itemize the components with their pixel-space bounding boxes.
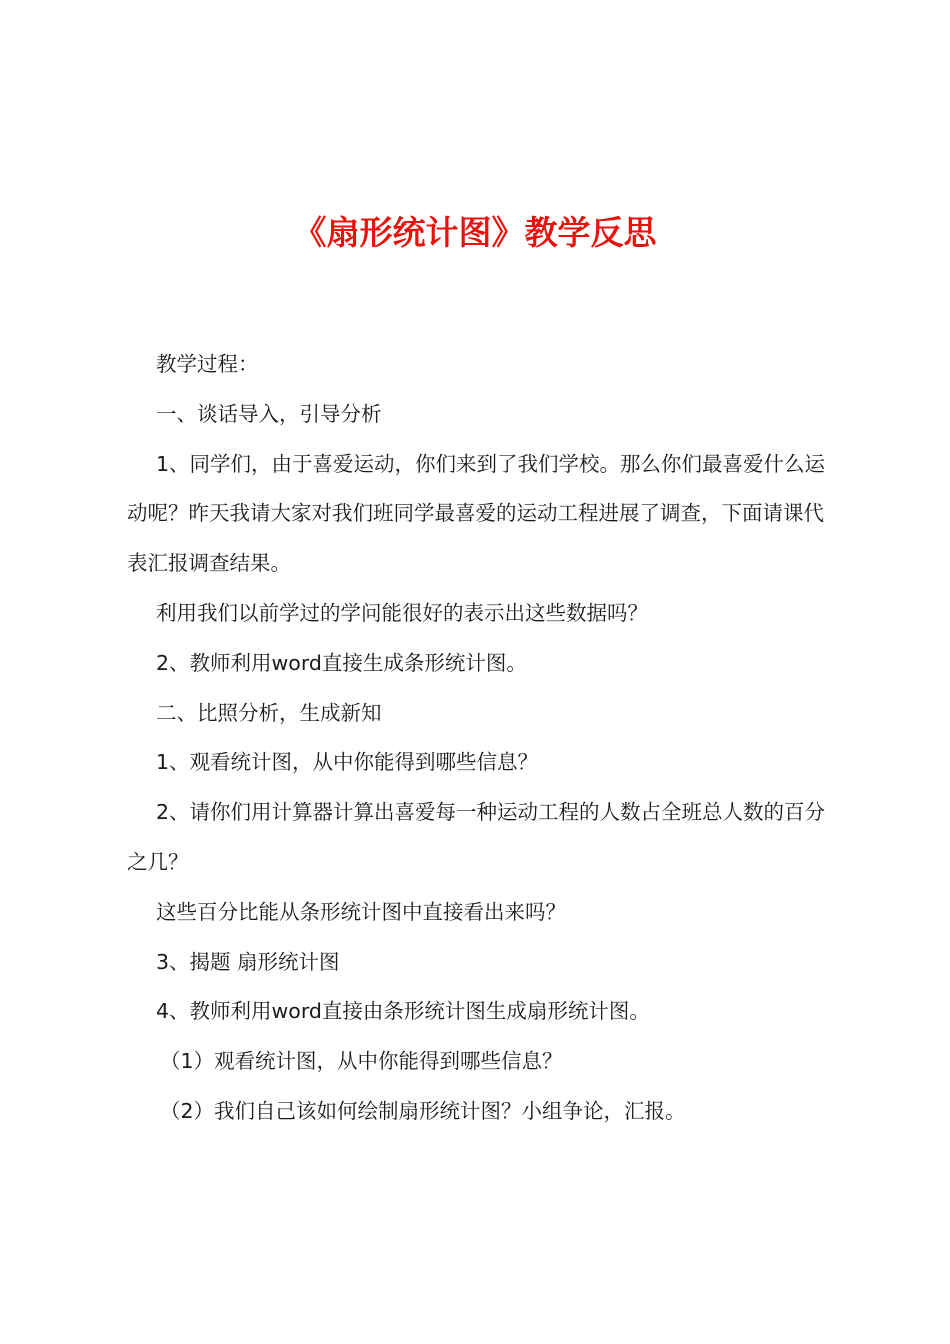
document-body <box>127 340 833 1137</box>
paragraph-question-percentages: 这些百分比能从条形统计图中直接看出来吗？ <box>156 899 566 924</box>
paragraph-step-2-2: 2、请你们用计算器计算出喜爱每一种运动工程的人数占全班总人数的百分之几？ <box>127 800 826 874</box>
paragraph-step-1-2: 2、教师利用word直接生成条形统计图。 <box>156 650 527 675</box>
paragraph-section-1-heading: 一、谈话导入，引导分析 <box>156 401 382 426</box>
document-title: 《扇形统计图》教学反思 <box>293 213 657 252</box>
paragraph-step-2-1: 1、观看统计图，从中你能得到哪些信息？ <box>156 750 539 775</box>
paragraph-question-prior-knowledge: 利用我们以前学过的学问能很好的表示出这些数据吗？ <box>156 600 648 625</box>
paragraph-step-2-4: 4、教师利用word直接由条形统计图生成扇形统计图。 <box>156 999 650 1024</box>
paragraph-section-2-heading: 二、比照分析，生成新知 <box>156 700 382 725</box>
paragraph-substep-2: （2）我们自己该如何绘制扇形统计图？小组争论，汇报。 <box>160 1098 686 1123</box>
paragraph-step-1-1: 1、同学们，由于喜爱运动，你们来到了我们学校。那么你们最喜爱什么运动呢？昨天我请大家对我们班同学最喜爱的运动工程进展了调查，下面请课代表汇报调查结果。 <box>127 451 826 576</box>
paragraph-substep-1: （1）观看统计图，从中你能得到哪些信息？ <box>160 1049 563 1074</box>
paragraph-step-2-3: 3、揭题 扇形统计图 <box>156 949 340 974</box>
paragraph-teaching-process: 教学过程： <box>156 352 259 376</box>
